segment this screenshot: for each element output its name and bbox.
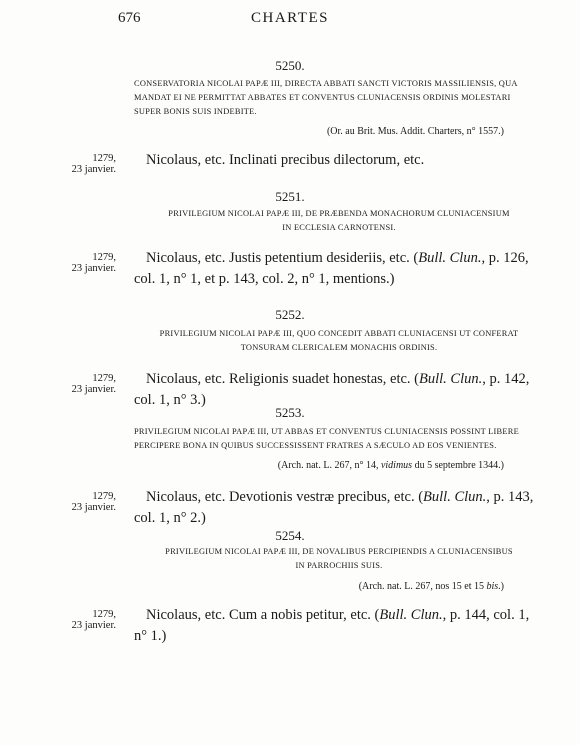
entry-number: 5252. [275, 307, 305, 322]
title-line: CONSERVATORIA NICOLAI PAPÆ III, DIRECTA ABBATI SANCTI VICTORIS MASSILIENSIS, QUA [134, 79, 518, 88]
title-line: IN ECCLESIA CARNOTENSI. [282, 223, 396, 232]
entry-date [0, 252, 116, 274]
entry-number: 5253. [275, 405, 305, 420]
entry-number: 5250. [275, 58, 305, 73]
text-line: Nicolaus, etc. Cum a nobis petitur, etc. (Bull. Clun., p. 144, col. 1, [146, 607, 530, 623]
entry-text [134, 487, 546, 529]
title-line: PRIVILEGIUM NICOLAI PAPÆ III, QUO CONCEDIT ABBATI CLUNIACENSI UT CONFERAT [159, 329, 519, 338]
title-line: PRIVILEGIUM NICOLAI PAPÆ III, UT ABBAS ET CONVENTUS CLUNIACENSIS POSSINT LIBERE [134, 427, 519, 436]
date-year: 1279, [92, 153, 116, 164]
title-line: TONSURAM CLERICALEM MONACHIS ORDINIS. [240, 343, 438, 352]
entry-text [146, 150, 546, 171]
entry-source: (Or. au Brit. Mus. Addit. Charters, n° 1557.) [326, 126, 504, 137]
date-day: 23 janvier. [71, 620, 116, 631]
text-line: col. 1, n° 2.) [134, 510, 206, 526]
title-line: SUPER BONIS SUIS INDEBITE. [134, 107, 257, 116]
text-line: Nicolaus, etc. Justis petentium desideriis, etc. (Bull. Clun., p. 126, [146, 250, 529, 266]
text-line: Nicolaus, etc. Religionis suadet honestas, etc. (Bull. Clun., p. 142, [146, 371, 530, 387]
entry-text [134, 605, 546, 647]
entry-date [0, 373, 116, 395]
entry-title [134, 207, 544, 235]
date-day: 23 janvier. [71, 164, 116, 175]
date-day: 23 janvier. [71, 384, 116, 395]
entry-title [134, 425, 544, 453]
entry-title [134, 545, 544, 573]
entry-title [134, 77, 544, 119]
date-year: 1279, [92, 252, 116, 263]
entry-title [134, 327, 544, 355]
date-day: 23 janvier. [71, 502, 116, 513]
text-line: n° 1.) [134, 628, 167, 644]
entry-date [0, 491, 116, 513]
entry-text [134, 248, 546, 290]
entry-date [0, 609, 116, 631]
title-line: PRIVILEGIUM NICOLAI PAPÆ III, DE NOVALIBUS PERCIPIENDIS A CLUNIACENSIBUS [165, 547, 513, 556]
running-head: CHARTES [251, 10, 329, 26]
date-day: 23 janvier. [71, 263, 116, 274]
date-year: 1279, [92, 373, 116, 384]
title-line: PRIVILEGIUM NICOLAI PAPÆ III, DE PRÆBENDA MONACHORUM CLUNIACENSIUM [168, 209, 510, 218]
date-year: 1279, [92, 609, 116, 620]
text-line: Nicolaus, etc. Devotionis vestræ precibus, etc. (Bull. Clun., p. 143, [146, 489, 534, 505]
text-line: Nicolaus, etc. Inclinati precibus dilectorum, etc. [146, 152, 425, 168]
title-line: MANDAT EI NE PERMITTAT ABBATES ET CONVENTUS CLUNIACENSIS ORDINIS MOLESTARI [134, 93, 511, 102]
entry-number: 5254. [275, 528, 305, 543]
title-line: PERCIPERE BONA IN QUIBUS SUCCESSISSENT FRATRES A SÆCULO AD EOS VENIENTES. [134, 441, 497, 450]
page-number: 676 [118, 10, 141, 26]
date-year: 1279, [92, 491, 116, 502]
entry-date [0, 153, 116, 175]
entry-number: 5251. [275, 189, 305, 204]
entry-source: (Arch. nat. L. 267, nos 15 et 15 bis.) [358, 581, 504, 592]
text-line: col. 1, n° 1, et p. 143, col. 2, n° 1, mentions.) [134, 271, 395, 287]
entry-source: (Arch. nat. L. 267, n° 14, vidimus du 5 septembre 1344.) [277, 460, 504, 471]
title-line: IN PARROCHIIS SUIS. [295, 561, 383, 570]
text-line: col. 1, n° 3.) [134, 392, 206, 408]
